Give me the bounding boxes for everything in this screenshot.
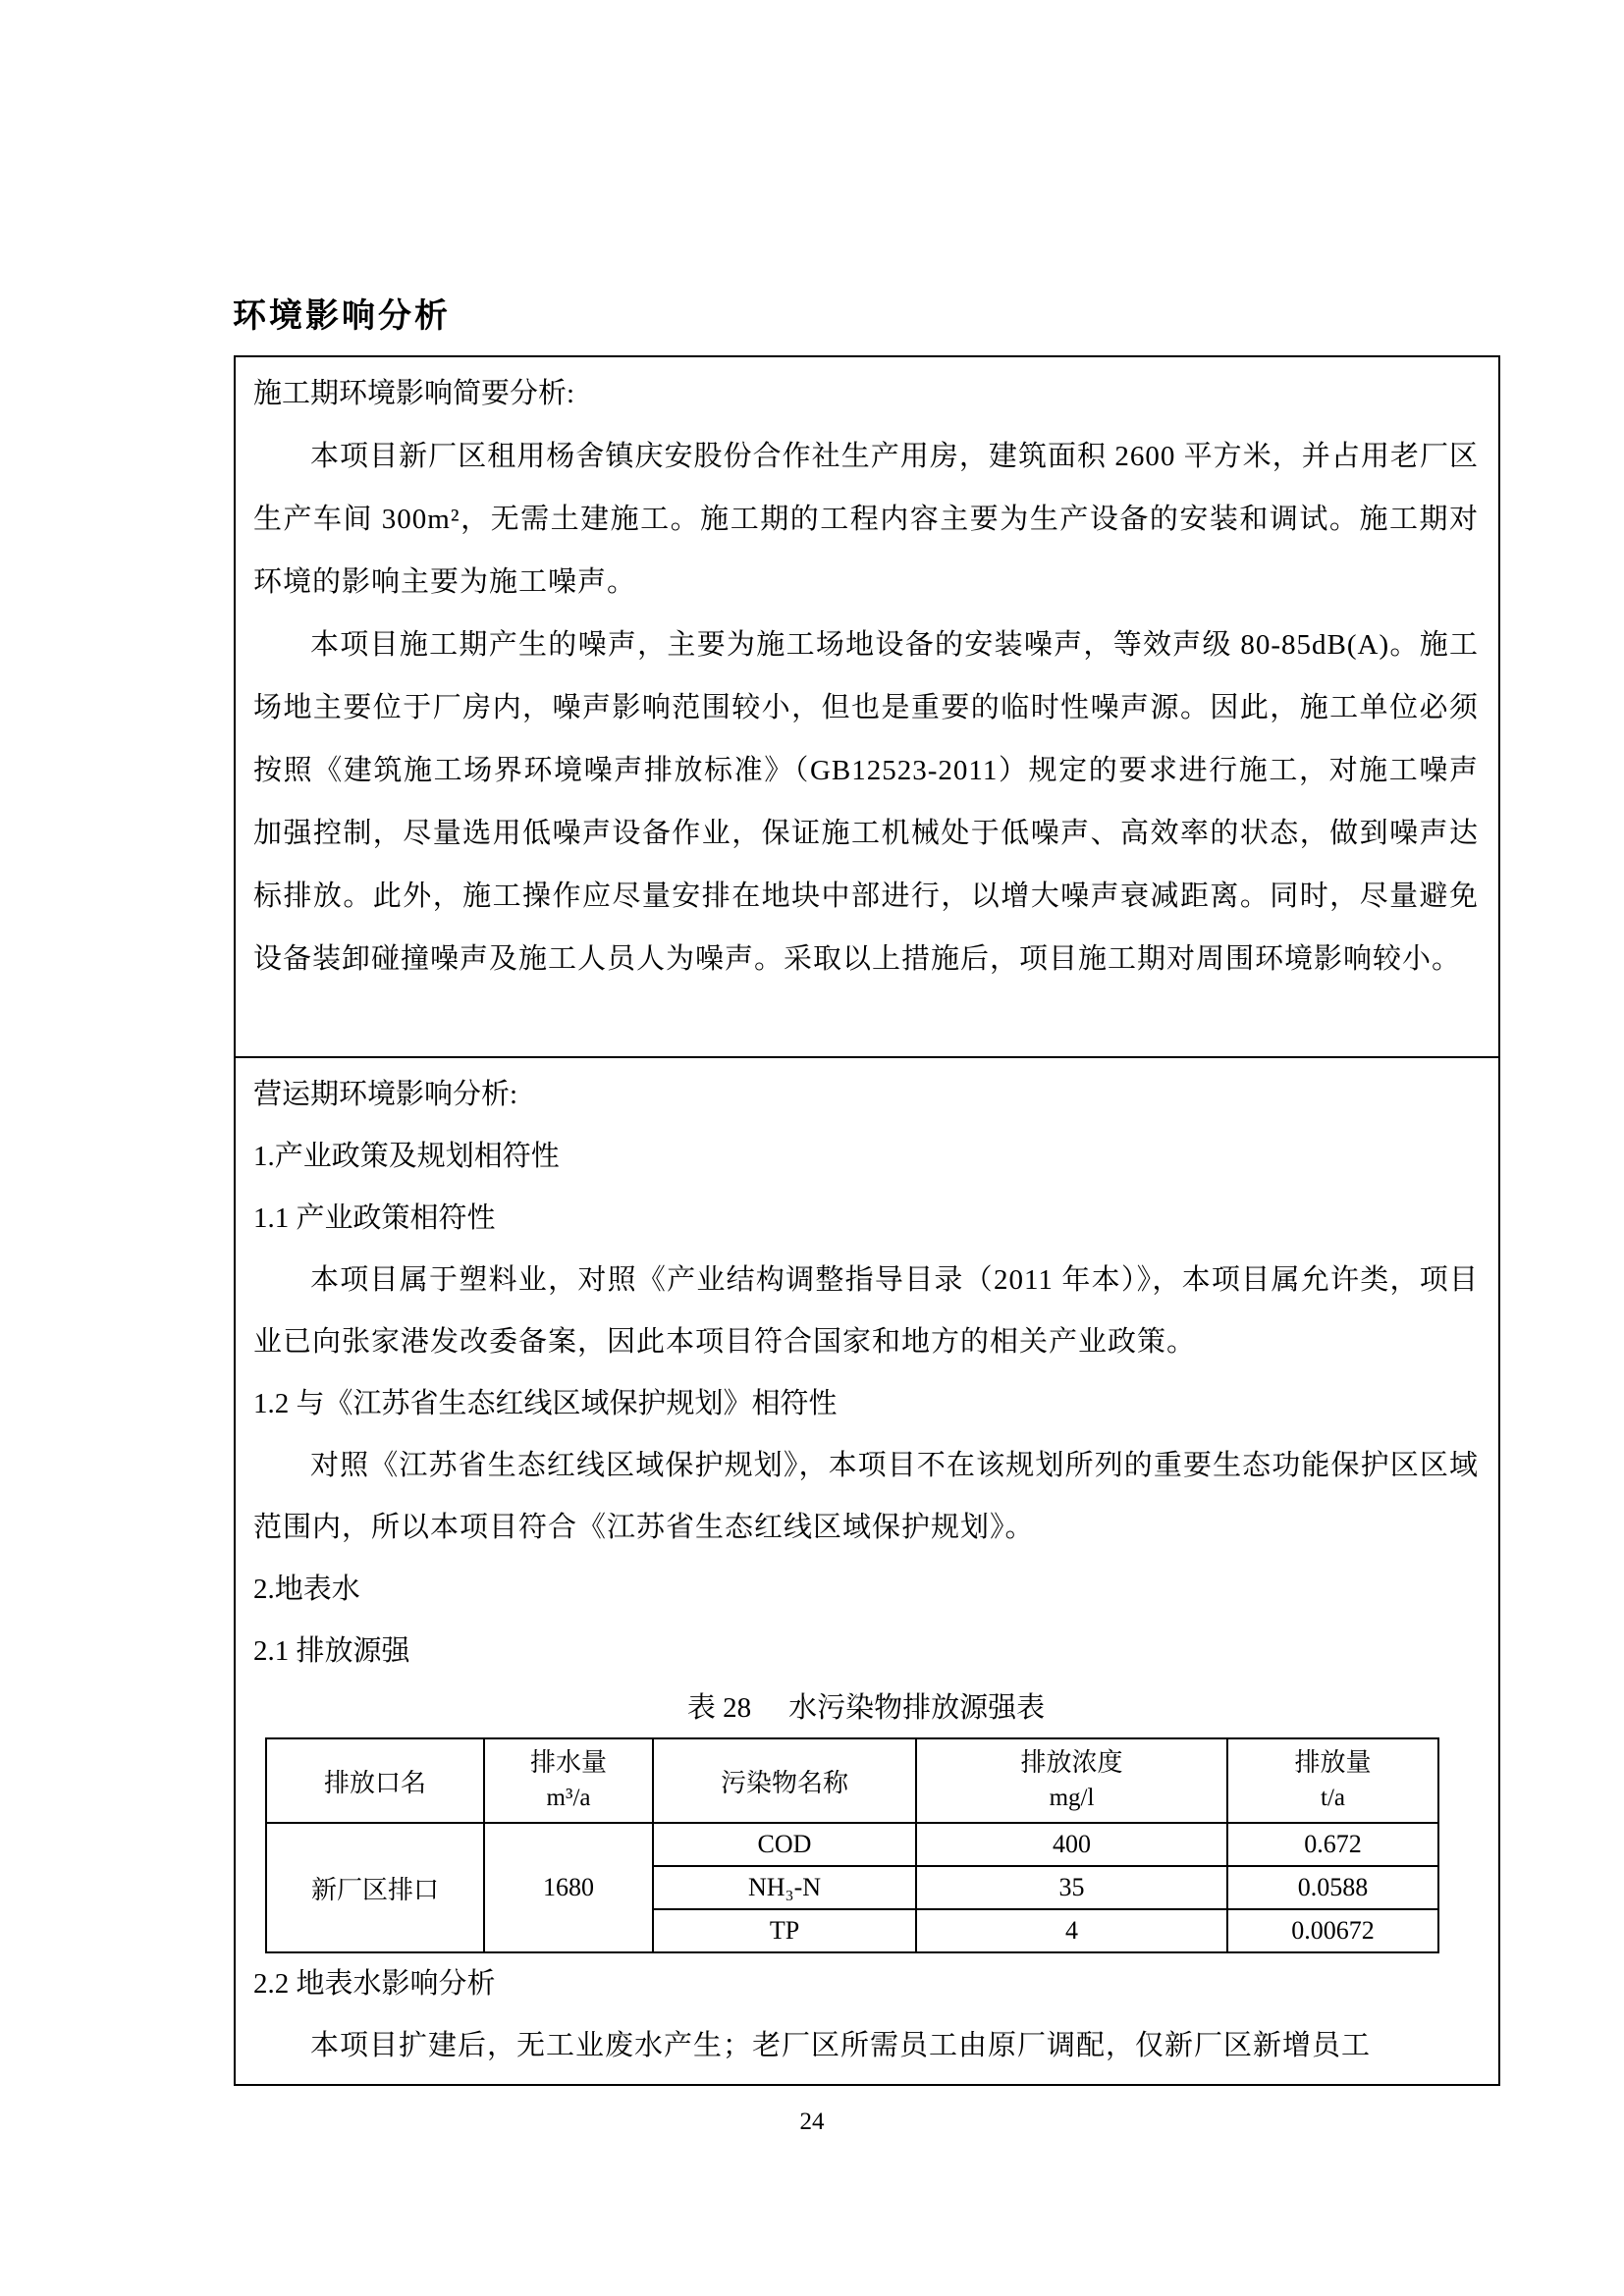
table-header-row <box>266 1738 1438 1823</box>
table-caption <box>253 1682 1479 1734</box>
header-concentration-label: 排放浓度 <box>1020 1748 1123 1777</box>
header-concentration-unit: mg/l <box>1049 1785 1095 1811</box>
cell-pollutant: NH₃-N <box>653 1866 916 1909</box>
cell-concentration: 35 <box>916 1866 1227 1909</box>
cell-pollutant: TP <box>653 1909 916 1952</box>
cell-concentration: 400 <box>916 1823 1227 1866</box>
construction-paragraph: 本项目新厂区租用杨舍镇庆安股份合作社生产用房，建筑面积 2600 平方米，并占用老厂区生产车间 300m²，无需土建施工。施工期的工程内容主要为生产设备的安装和调试。施工期对环境的影响主要为施工噪声。 <box>253 441 1479 598</box>
header-concentration <box>916 1738 1227 1823</box>
header-amount-unit: t/a <box>1321 1785 1345 1811</box>
heading-1-1-policy-conformity: 1.1 产业政策相符性 <box>253 1202 496 1234</box>
heading-1-2-redline-conformity: 1.2 与《江苏省生态红线区域保护规划》相符性 <box>253 1388 838 1419</box>
header-discharge-volume <box>484 1738 653 1823</box>
cell-outlet-name: 新厂区排口 <box>266 1823 484 1952</box>
header-discharge-volume-unit: m³/a <box>546 1785 591 1811</box>
construction-period-section <box>236 357 1498 1058</box>
header-outlet-name: 排放口名 <box>266 1738 484 1823</box>
policy-paragraph: 本项目属于塑料业，对照《产业结构调整指导目录（2011 年本）》，本项目属允许类，项目业已向张家港发改委备案，因此本项目符合国家和地方的相关产业政策。 <box>253 1264 1479 1358</box>
heading-2-2-surface-water-analysis: 2.2 地表水影响分析 <box>253 1968 496 2000</box>
header-pollutant-name: 污染物名称 <box>653 1738 916 1823</box>
table-caption-number: 表 28 <box>686 1692 752 1724</box>
cell-discharge-volume: 1680 <box>484 1823 653 1952</box>
cell-amount: 0.00672 <box>1227 1909 1438 1952</box>
surface-water-paragraph: 本项目扩建后，无工业废水产生；老厂区所需员工由原厂调配，仅新厂区新增员工 <box>310 2030 1372 2061</box>
operation-section-heading: 营运期环境影响分析: <box>253 1079 518 1110</box>
header-amount-label: 排放量 <box>1294 1748 1372 1777</box>
table-row <box>266 1823 1438 1866</box>
cell-amount: 0.672 <box>1227 1823 1438 1866</box>
water-pollutant-table <box>265 1737 1439 1953</box>
operation-period-section <box>236 1058 1498 2082</box>
heading-2-surface-water: 2.地表水 <box>253 1574 360 1605</box>
content-border-box <box>234 355 1500 2086</box>
page-number: 24 <box>799 2109 825 2135</box>
cell-pollutant: COD <box>653 1823 916 1866</box>
header-amount <box>1227 1738 1438 1823</box>
construction-paragraph: 本项目施工期产生的噪声，主要为施工场地设备的安装噪声，等效声级 80-85dB(A)。施工场地主要位于厂房内，噪声影响范围较小，但也是重要的临时性噪声源。因此，施工单位必须按照《建筑施工场界环境噪声排放标准》（GB12523-2011）规定的要求进行施工，对施工噪声加强控制，尽量选用低噪声设备作业，保证施工机械处于低噪声、高效率的状态，做到噪声达标排放。此外，施工操作应尽量安排在地块中部进行，以增大噪声衰减距离。同时，尽量避免设备装卸碰撞噪声及施工人员人为噪声。采取以上措施后，项目施工期对周围环境影响较小。 <box>253 629 1479 975</box>
cell-concentration: 4 <box>916 1909 1227 1952</box>
heading-1-industrial-policy: 1.产业政策及规划相符性 <box>253 1141 560 1172</box>
heading-2-1-emission-source: 2.1 排放源强 <box>253 1635 410 1667</box>
construction-section-heading: 施工期环境影响简要分析: <box>253 378 575 409</box>
cell-amount: 0.0588 <box>1227 1866 1438 1909</box>
page-title: 环境影响分析 <box>233 297 451 335</box>
redline-paragraph: 对照《江苏省生态红线区域保护规划》，本项目不在该规划所列的重要生态功能保护区区域范围内，所以本项目符合《江苏省生态红线区域保护规划》。 <box>253 1450 1479 1543</box>
table-caption-title: 水污染物排放源强表 <box>788 1692 1046 1724</box>
header-discharge-volume-label: 排水量 <box>529 1748 607 1777</box>
